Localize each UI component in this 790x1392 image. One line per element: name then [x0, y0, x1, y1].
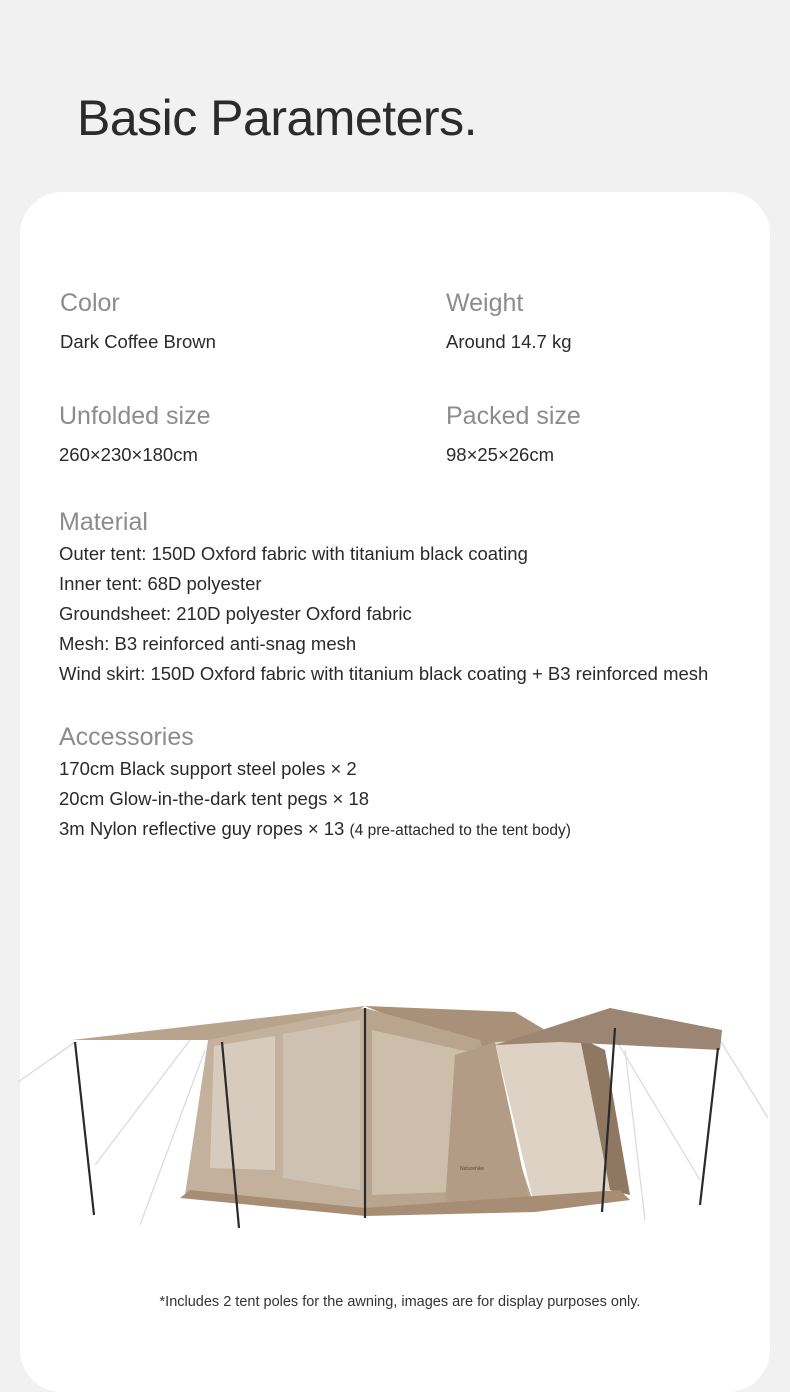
accessories-list [59, 754, 571, 844]
material-line: Mesh: B3 reinforced anti-snag mesh [59, 633, 357, 654]
material-line: Inner tent: 68D polyester [59, 573, 262, 594]
accessories-label: Accessories [59, 723, 194, 751]
footnote: *Includes 2 tent poles for the awning, images are for display purposes only. [159, 1294, 641, 1310]
unfolded-size-label: Unfolded size [59, 402, 211, 430]
material-line: Wind skirt: 150D Oxford fabric with titanium black coating + B3 reinforced mesh [59, 663, 709, 684]
page-title: Basic Parameters. [77, 90, 477, 146]
accessory-line: 170cm Black support steel poles × 2 [59, 758, 357, 779]
packed-size-label: Packed size [446, 402, 581, 430]
color-label: Color [60, 289, 120, 317]
color-value: Dark Coffee Brown [60, 331, 216, 352]
accessory-line: 20cm Glow-in-the-dark tent pegs × 18 [59, 788, 370, 809]
tent-image [0, 990, 790, 1240]
accessory-note: (4 pre-attached to the tent body) [349, 822, 571, 839]
packed-size-value: 98×25×26cm [446, 444, 555, 465]
unfolded-size-value: 260×230×180cm [59, 444, 198, 465]
weight-value: Around 14.7 kg [446, 331, 572, 352]
material-list [59, 539, 708, 689]
accessory-line-text: 3m Nylon reflective guy ropes × 13 [59, 818, 345, 839]
material-line: Groundsheet: 210D polyester Oxford fabric [59, 603, 412, 624]
accessory-line [59, 814, 571, 844]
material-label: Material [59, 508, 148, 536]
material-line: Outer tent: 150D Oxford fabric with titanium black coating [59, 543, 528, 564]
tent-icon [0, 990, 790, 1240]
brand-mark: Naturehike [460, 1166, 485, 1172]
weight-label: Weight [446, 289, 524, 317]
